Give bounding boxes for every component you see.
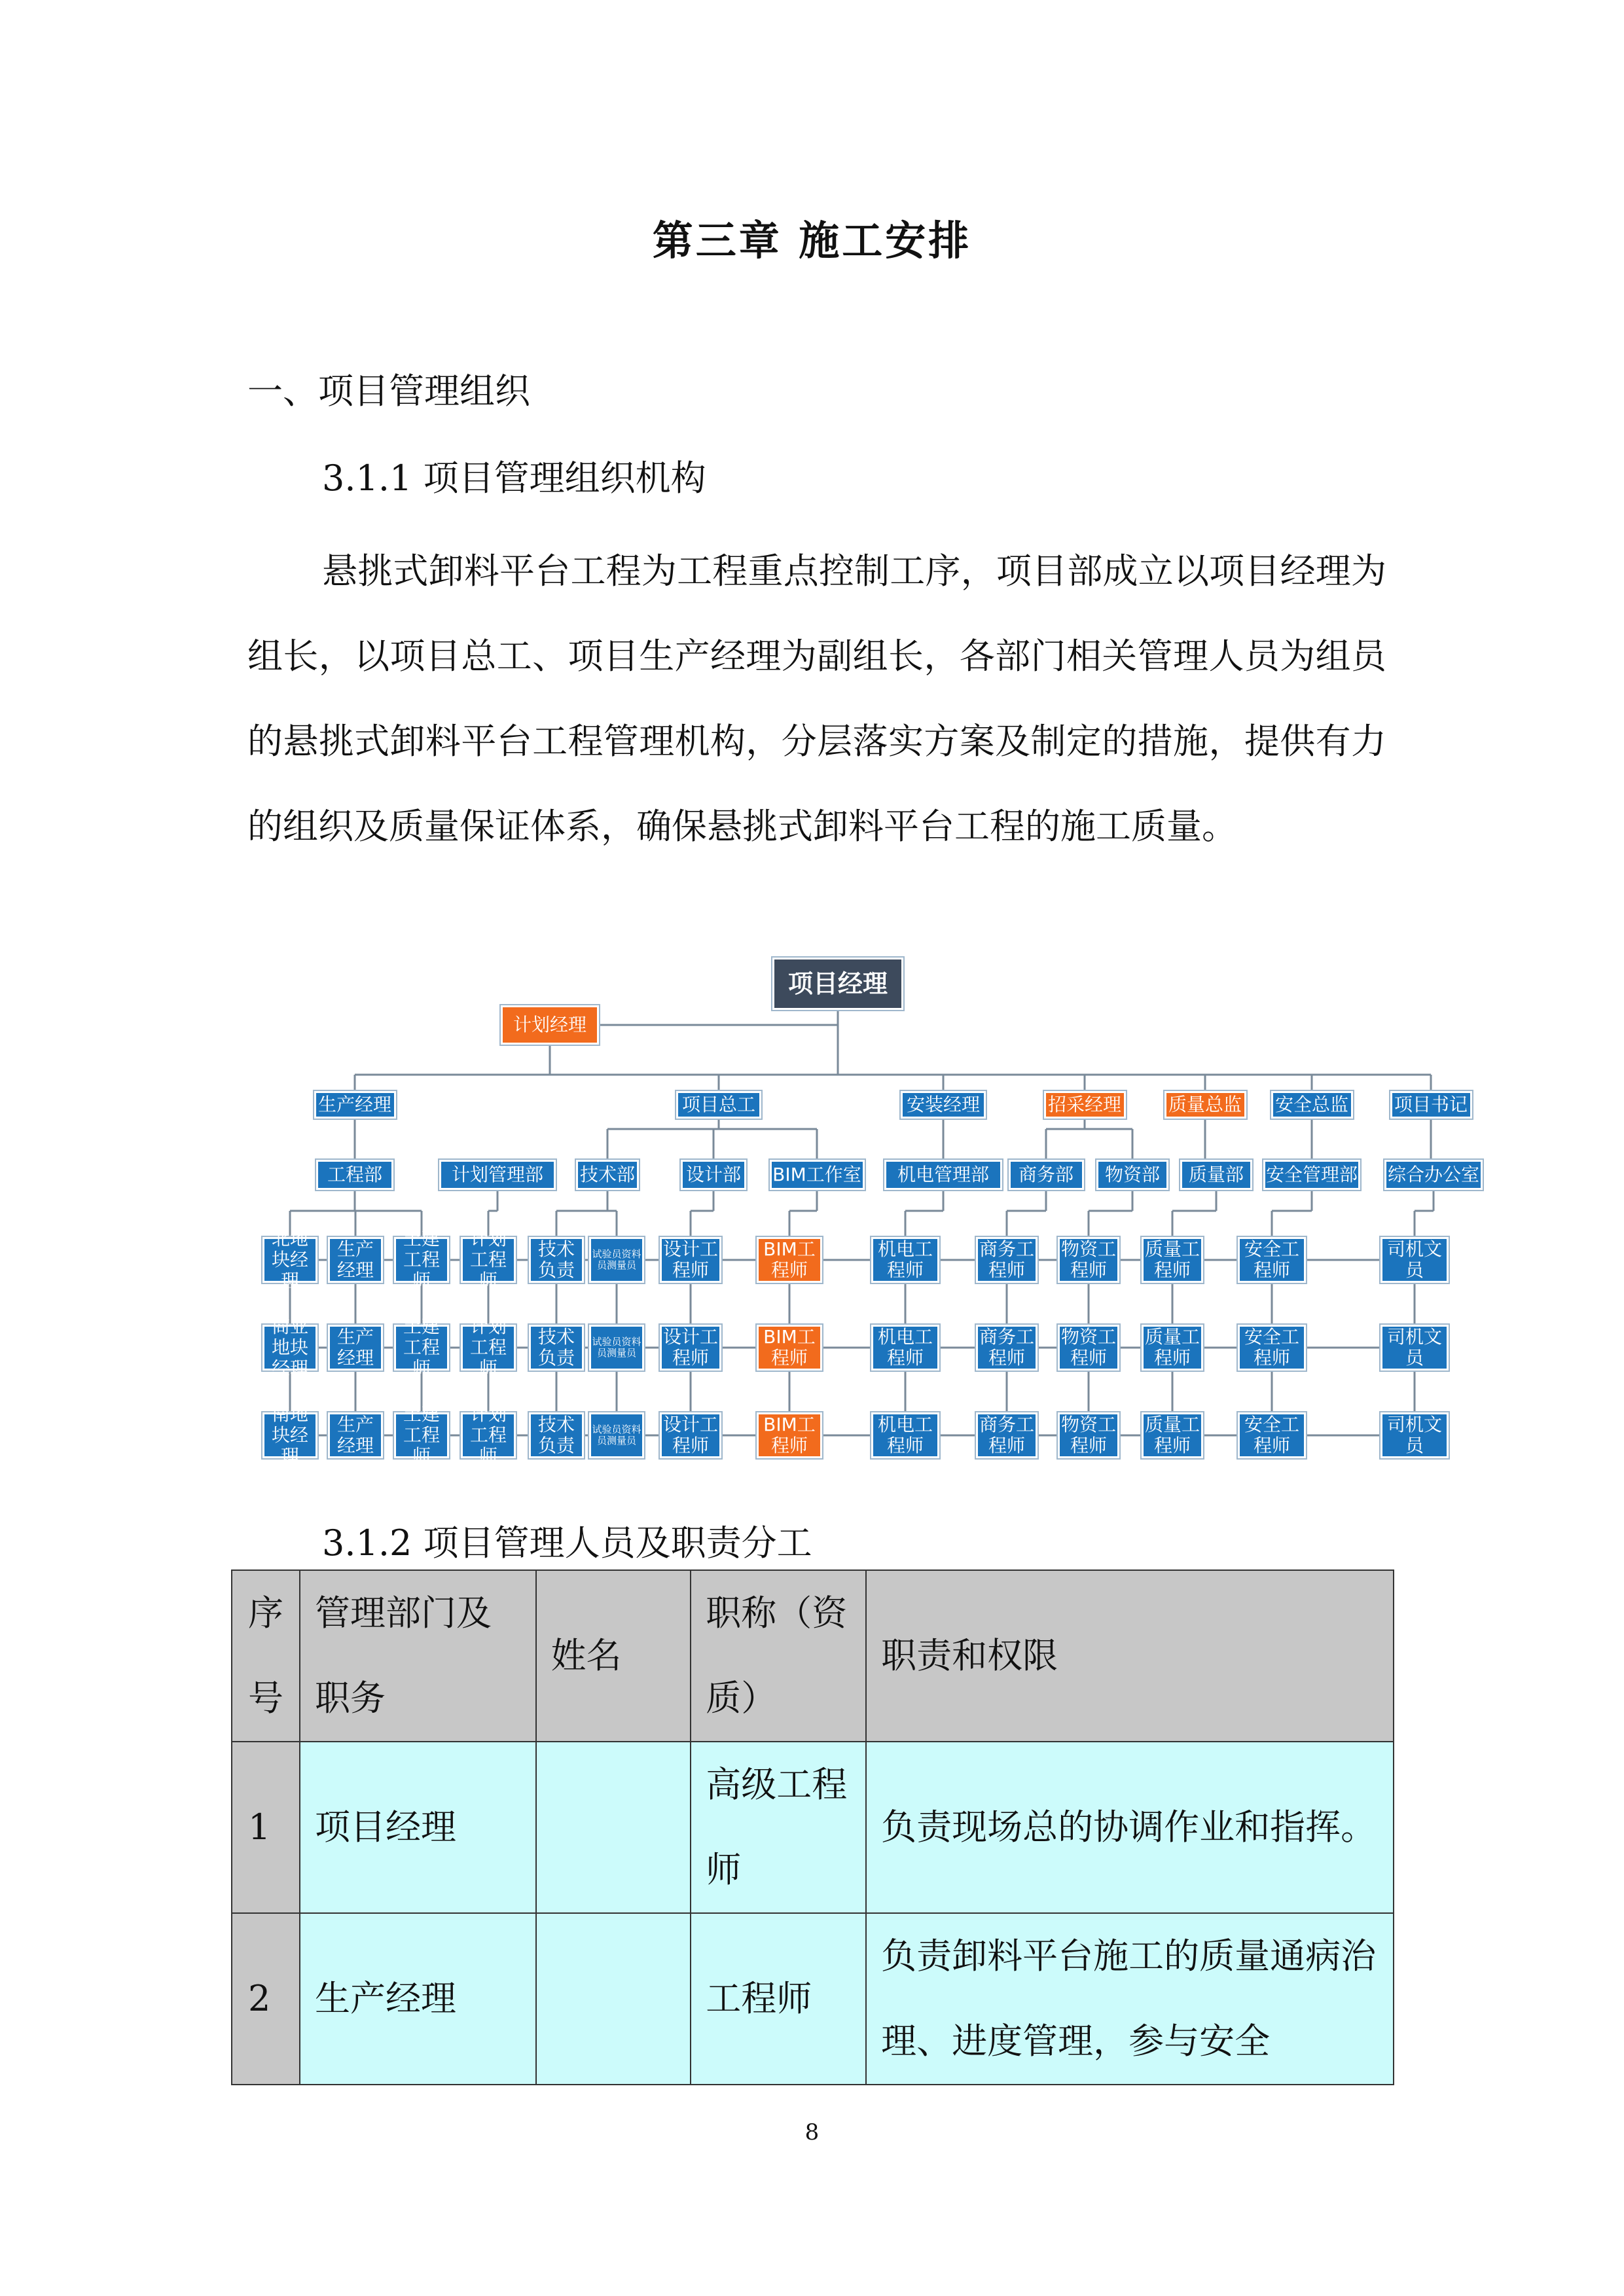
org-staff-box: 质量工程师 xyxy=(1142,1237,1203,1283)
org-staff-box: 商务工程师 xyxy=(976,1325,1038,1371)
org-branch-box: 项目书记 xyxy=(1390,1091,1472,1119)
org-branch-box: 质量总监 xyxy=(1164,1091,1246,1119)
org-staff-box: 土建工程师 xyxy=(394,1325,449,1371)
cell-seq: 2 xyxy=(232,1913,300,2085)
header-dept: 管理部门及职务 xyxy=(300,1570,536,1742)
cell-seq: 1 xyxy=(232,1742,300,1913)
org-staff-box: 设计工程师 xyxy=(660,1325,721,1371)
org-staff-box: 质量工程师 xyxy=(1142,1325,1203,1371)
org-staff-box: 安全工程师 xyxy=(1238,1237,1306,1283)
org-staff-box: 试验员资料员测量员 xyxy=(589,1237,644,1283)
duty-table xyxy=(231,1570,1394,2085)
cell-title: 高级工程师 xyxy=(691,1742,866,1913)
cell-dept: 生产经理 xyxy=(300,1913,536,2085)
org-staff-box: 技术负责 xyxy=(529,1237,584,1283)
org-staff-box: BIM工程师 xyxy=(757,1237,822,1283)
org-staff-box: BIM工程师 xyxy=(757,1325,822,1371)
org-staff-box: 技术负责 xyxy=(529,1325,584,1371)
cell-duty: 负责现场总的协调作业和指挥。 xyxy=(866,1742,1394,1913)
org-staff-box: 商业地块经理 xyxy=(262,1325,317,1371)
org-staff-box: 商务工程师 xyxy=(976,1412,1038,1458)
org-dept-box: 设计部 xyxy=(681,1160,746,1190)
header-seq: 序号 xyxy=(232,1570,300,1742)
org-branch-box: 招采经理 xyxy=(1044,1091,1126,1119)
header-duty: 职责和权限 xyxy=(866,1570,1394,1742)
org-staff-box: 物资工程师 xyxy=(1058,1325,1119,1371)
org-staff-box: 土建工程师 xyxy=(394,1237,449,1283)
org-staff-box: 生产经理 xyxy=(328,1325,383,1371)
org-staff-box: 计划工程师 xyxy=(461,1237,516,1283)
org-dept-box: 物资部 xyxy=(1096,1160,1168,1190)
org-staff-box: 技术负责 xyxy=(529,1412,584,1458)
org-staff-box: 物资工程师 xyxy=(1058,1237,1119,1283)
org-branch-box: 生产经理 xyxy=(314,1091,396,1119)
table-row xyxy=(232,1742,1394,1913)
org-dept-box: 质量部 xyxy=(1180,1160,1252,1190)
org-top-box: 项目经理 xyxy=(772,958,903,1010)
table-row xyxy=(232,1913,1394,2085)
org-staff-box: 生产经理 xyxy=(328,1412,383,1458)
org-staff-box: 设计工程师 xyxy=(660,1237,721,1283)
org-chart-connectors xyxy=(249,942,1512,1479)
org-staff-box: 机电工程师 xyxy=(871,1237,939,1283)
chapter-title: 第三章 施工安排 xyxy=(652,217,972,264)
org-staff-box: 试验员资料员测量员 xyxy=(589,1412,644,1458)
org-staff-box: 质量工程师 xyxy=(1142,1412,1203,1458)
org-staff-box: 南地块经理 xyxy=(262,1412,317,1458)
cell-dept: 项目经理 xyxy=(300,1742,536,1913)
org-dept-box: 工程部 xyxy=(316,1160,393,1190)
header-title: 职称（资质） xyxy=(691,1570,866,1742)
org-staff-box: 司机文员 xyxy=(1380,1325,1449,1371)
org-staff-box: 土建工程师 xyxy=(394,1412,449,1458)
org-dept-box: 技术部 xyxy=(576,1160,639,1190)
cell-name xyxy=(536,1913,691,2085)
subsection-heading-2: 3.1.2 项目管理人员及职责分工 xyxy=(322,1522,812,1564)
org-branch-box: 项目总工 xyxy=(676,1091,761,1119)
org-staff-box: 安全工程师 xyxy=(1238,1412,1306,1458)
table-header-row xyxy=(232,1570,1394,1742)
org-staff-box: 计划工程师 xyxy=(461,1325,516,1371)
org-staff-box: 北地块经理 xyxy=(262,1237,317,1283)
org-staff-box: 机电工程师 xyxy=(871,1412,939,1458)
org-staff-box: 安全工程师 xyxy=(1238,1325,1306,1371)
body-paragraph: 悬挑式卸料平台工程为工程重点控制工序，项目部成立以项目经理为组长，以项目总工、项目生产经理为副组长，各部门相关管理人员为组员的悬挑式卸料平台工程管理机构，分层落实方案及制定的措施，提供有力的组织及质量保证体系，确保悬挑式卸料平台工程的施工质量。 xyxy=(247,550,1386,847)
org-staff-box: 商务工程师 xyxy=(976,1237,1038,1283)
org-staff-box: 司机文员 xyxy=(1380,1412,1449,1458)
org-dept-box: 综合办公室 xyxy=(1384,1160,1483,1190)
org-staff-box: 物资工程师 xyxy=(1058,1412,1119,1458)
subsection-heading: 3.1.1 项目管理组织机构 xyxy=(322,457,706,499)
org-planner-box: 计划经理 xyxy=(501,1005,599,1045)
org-dept-box: 机电管理部 xyxy=(884,1160,1002,1190)
cell-title: 工程师 xyxy=(691,1913,866,2085)
org-chart xyxy=(249,942,1512,1479)
page-number: 8 xyxy=(804,2119,820,2145)
org-branch-box: 安全总监 xyxy=(1271,1091,1353,1119)
org-staff-box: 机电工程师 xyxy=(871,1325,939,1371)
org-branch-box: 安装经理 xyxy=(901,1091,986,1119)
org-staff-box: 司机文员 xyxy=(1380,1237,1449,1283)
org-staff-box: BIM工程师 xyxy=(757,1412,822,1458)
org-staff-box: 设计工程师 xyxy=(660,1412,721,1458)
org-dept-box: 商务部 xyxy=(1009,1160,1084,1190)
org-staff-box: 试验员资料员测量员 xyxy=(589,1325,644,1371)
org-dept-box: 安全管理部 xyxy=(1263,1160,1360,1190)
cell-name xyxy=(536,1742,691,1913)
cell-duty: 负责卸料平台施工的质量通病治理、进度管理，参与安全 xyxy=(866,1913,1394,2085)
header-name: 姓名 xyxy=(536,1570,691,1742)
section-heading: 一、项目管理组织 xyxy=(247,370,530,412)
org-staff-box: 计划工程师 xyxy=(461,1412,516,1458)
org-dept-box: BIM工作室 xyxy=(770,1160,865,1190)
org-dept-box: 计划管理部 xyxy=(439,1160,556,1190)
org-staff-box: 生产经理 xyxy=(328,1237,383,1283)
